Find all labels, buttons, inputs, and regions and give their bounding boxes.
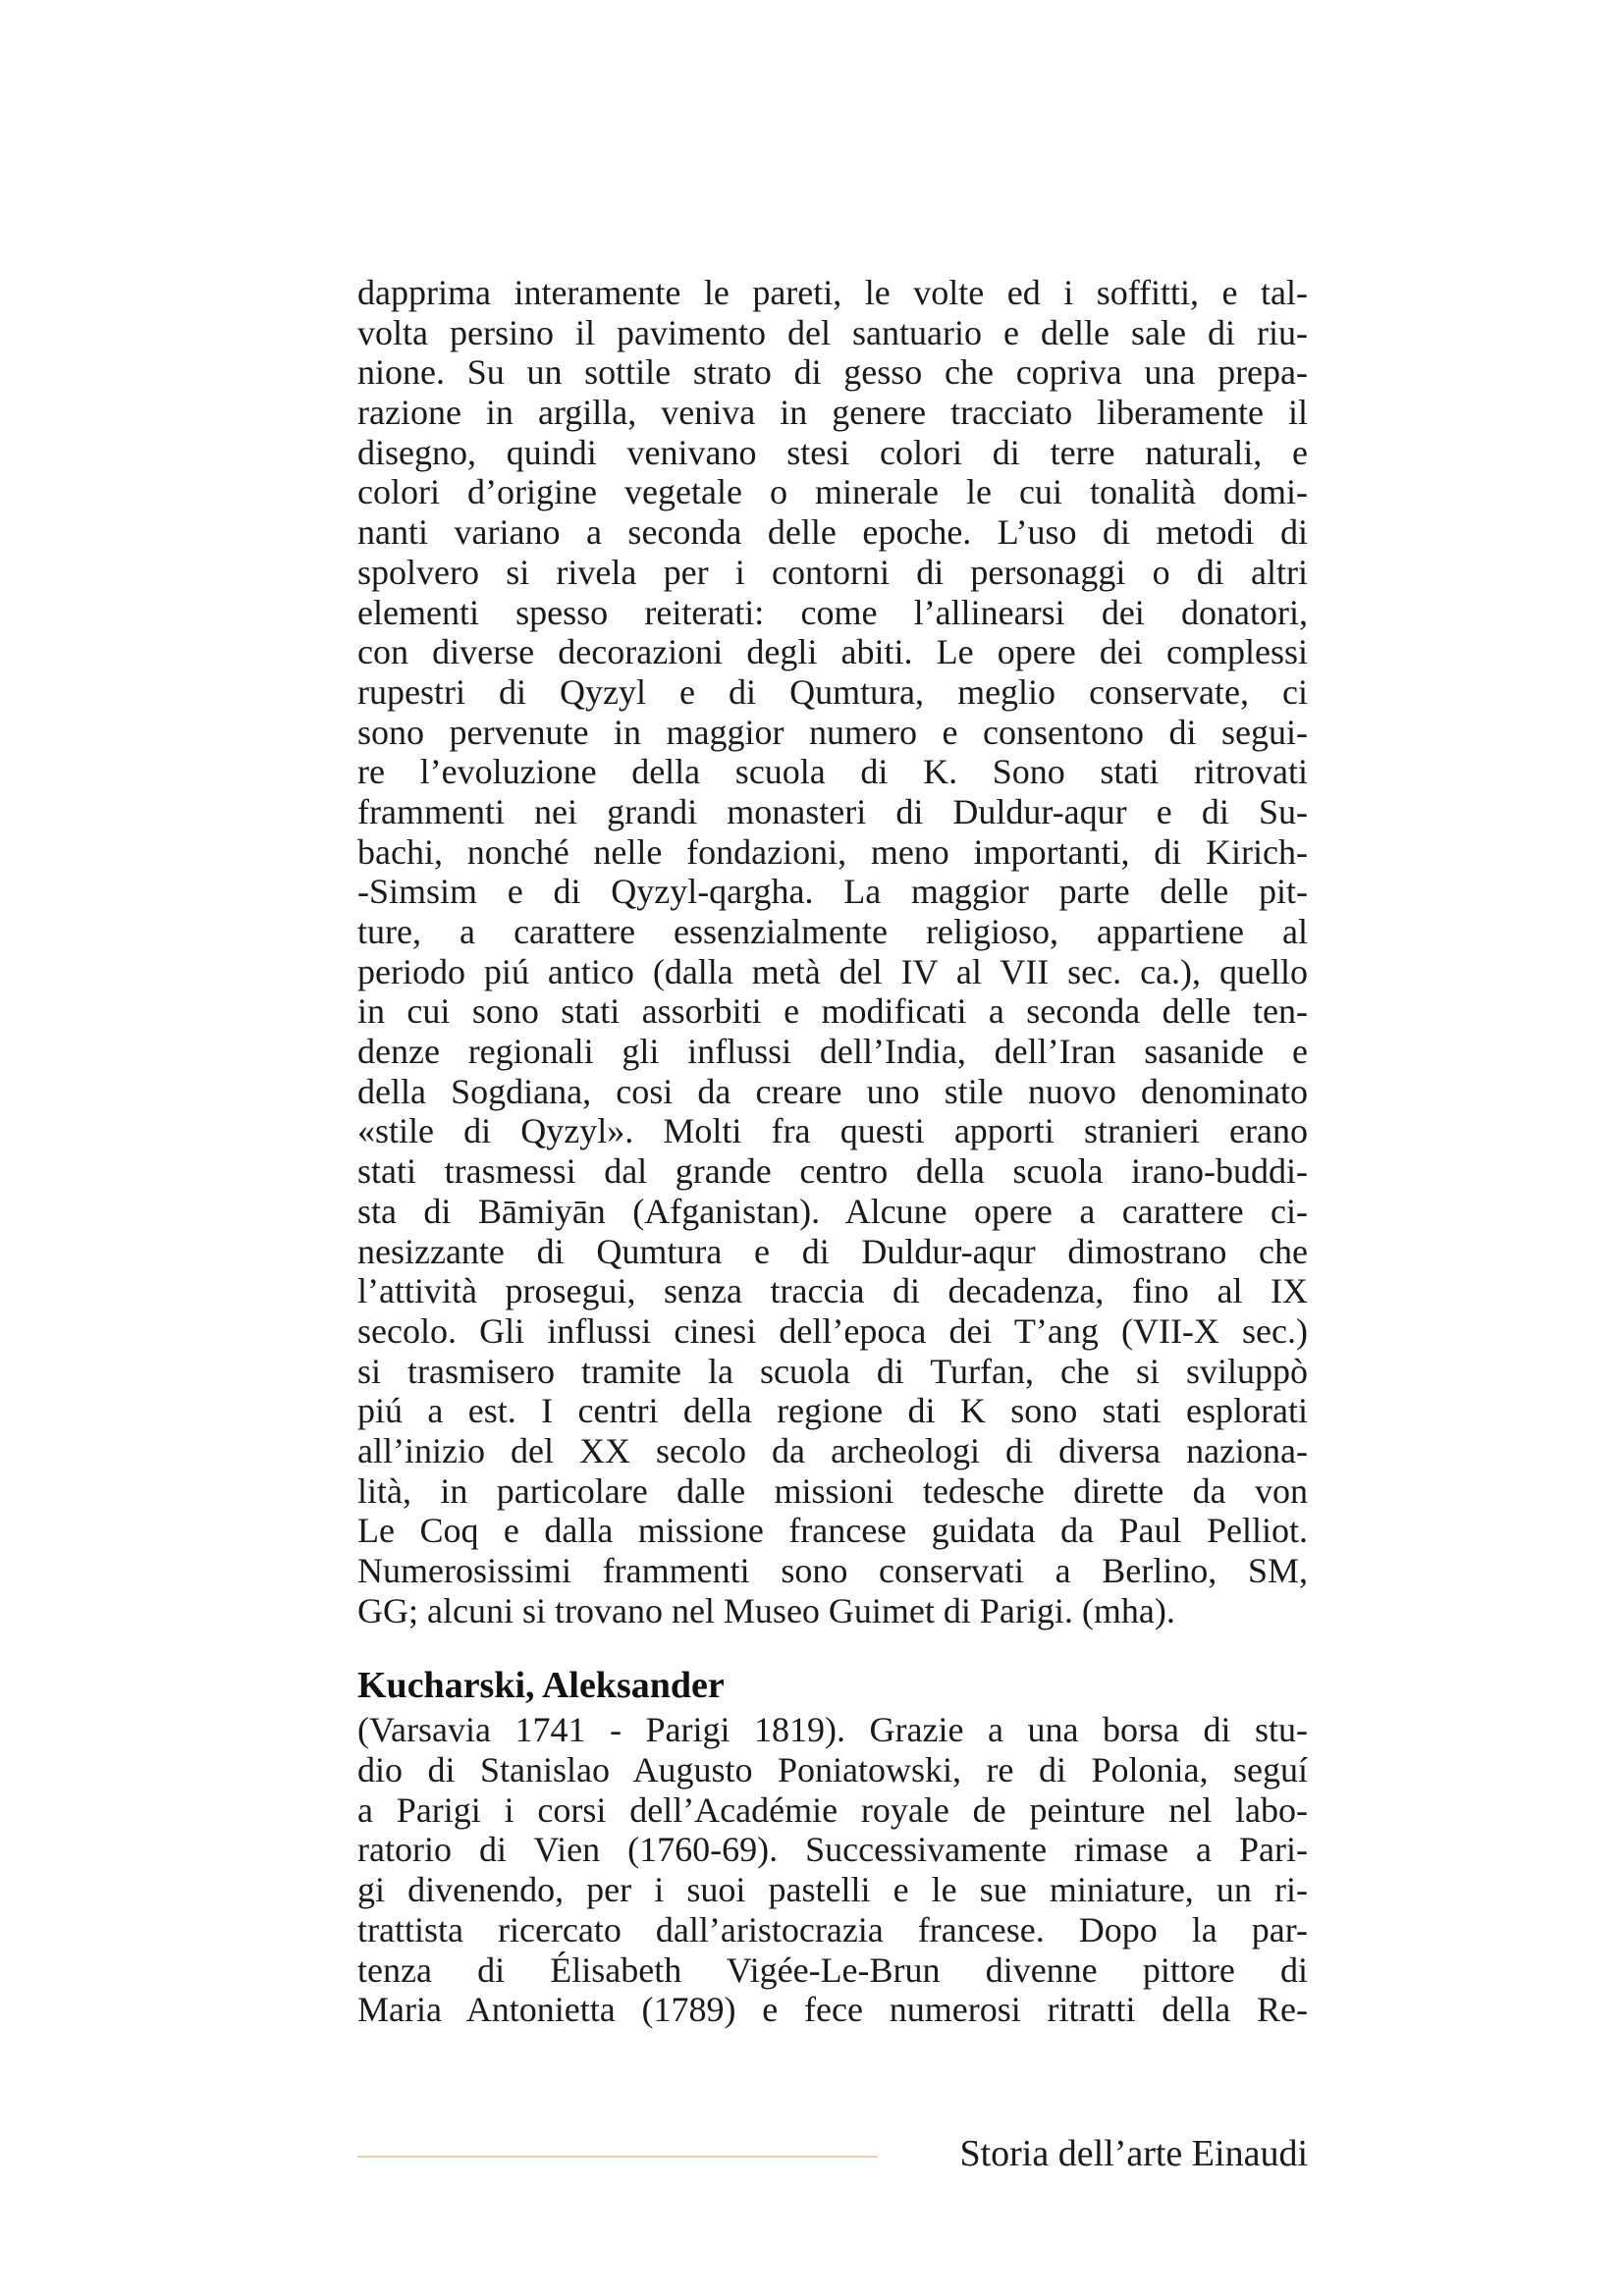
text-line: gi divenendo, per i suoi pastelli e le sue miniature, un ri- xyxy=(357,1870,1308,1910)
text-line: elementi spesso reiterati: come l’allinearsi dei donatori, xyxy=(357,592,1308,632)
entry-continuation-text xyxy=(357,273,1308,1630)
text-line: in cui sono stati assorbiti e modificati a seconda delle ten- xyxy=(357,991,1308,1032)
text-line: secolo. Gli influssi cinesi dell’epoca dei T’ang (VII-X sec.) xyxy=(357,1310,1308,1351)
text-line: dio di Stanislao Augusto Poniatowski, re di Polonia, seguí xyxy=(357,1750,1308,1790)
text-line: dapprima interamente le pareti, le volte ed i soffitti, e tal- xyxy=(357,273,1308,312)
text-line: con diverse decorazioni degli abiti. Le opere dei complessi xyxy=(357,632,1308,672)
text-line: piú a est. I centri della regione di K sono stati esplorati xyxy=(357,1391,1308,1431)
text-line: stati trasmessi dal grande centro della scuola irano-buddi- xyxy=(357,1151,1308,1192)
text-line: denze regionali gli influssi dell’India, dell’Iran sasanide e xyxy=(357,1032,1308,1072)
text-line: rupestri di Qyzyl e di Qumtura, meglio conservate, ci xyxy=(357,671,1308,712)
text-line: colori d’origine vegetale o minerale le cui tonalità domi- xyxy=(357,472,1308,512)
entry-kucharski-text xyxy=(357,1710,1308,2030)
text-line: nanti variano a seconda delle epoche. L’uso di metodi di xyxy=(357,512,1308,553)
text-line: trattista ricercato dall’aristocrazia francese. Dopo la par- xyxy=(357,1909,1308,1949)
text-line: GG; alcuni si trovano nel Museo Guimet di Parigi. (mha). xyxy=(357,1590,1175,1630)
text-line: «stile di Qyzyl». Molti fra questi apporti stranieri erano xyxy=(357,1111,1308,1151)
text-line: bachi, nonché nelle fondazioni, meno importanti, di Kirich- xyxy=(357,831,1308,872)
text-line: spolvero si rivela per i contorni di personaggi o di altri xyxy=(357,552,1308,592)
text-line: Le Coq e dalla missione francese guidata da Paul Pelliot. xyxy=(357,1511,1308,1551)
text-line: nione. Su un sottile strato di gesso che copriva una prepa- xyxy=(357,352,1308,393)
text-line: si trasmisero tramite la scuola di Turfan, che si sviluppò xyxy=(357,1351,1308,1391)
text-line: nesizzante di Qumtura e di Duldur-aqur dimostrano che xyxy=(357,1231,1308,1271)
text-line: re l’evoluzione della scuola di K. Sono stati ritrovati xyxy=(357,752,1308,792)
text-line: periodo piú antico (dalla metà del IV al VII sec. ca.), quello xyxy=(357,951,1308,991)
text-line: ture, a carattere essenzialmente religioso, appartiene al xyxy=(357,912,1308,951)
text-line: all’inizio del XX secolo da archeologi di diversa naziona- xyxy=(357,1430,1308,1470)
text-line: tenza di Élisabeth Vigée-Le-Brun divenne pittore di xyxy=(357,1949,1308,1990)
text-line: volta persino il pavimento del santuario e delle sale di riu- xyxy=(357,312,1308,352)
text-line: Maria Antonietta (1789) e fece numerosi ritratti della Re- xyxy=(357,1990,1308,2030)
text-line: disegno, quindi venivano stesi colori di terre naturali, e xyxy=(357,432,1308,472)
page-body xyxy=(357,273,1308,2030)
text-line: (Varsavia 1741 - Parigi 1819). Grazie a una borsa di stu- xyxy=(357,1710,1308,1750)
text-line: frammenti nei grandi monasteri di Duldur-aqur e di Su- xyxy=(357,791,1308,831)
text-line: razione in argilla, veniva in genere tracciato liberamente il xyxy=(357,393,1308,433)
text-line: ratorio di Vien (1760-69). Successivamente rimase a Pari- xyxy=(357,1830,1308,1870)
text-line: Numerosissimi frammenti sono conservati a Berlino, SM, xyxy=(357,1551,1308,1590)
footer-title: Storia dell’arte Einaudi xyxy=(959,2133,1308,2174)
footer-rule xyxy=(357,2156,878,2158)
text-line: lità, in particolare dalle missioni tedesche dirette da von xyxy=(357,1470,1308,1511)
text-line: sono pervenute in maggior numero e consentono di segui- xyxy=(357,712,1308,752)
text-line: -Simsim e di Qyzyl-qargha. La maggior parte delle pit- xyxy=(357,872,1308,912)
entry-heading: Kucharski, Aleksander xyxy=(357,1665,725,1707)
text-line: l’attività prosegui, senza traccia di decadenza, fino al IX xyxy=(357,1271,1308,1311)
text-line: della Sogdiana, cosi da creare uno stile nuovo denominato xyxy=(357,1071,1308,1111)
text-line: a Parigi i corsi dell’Académie royale de peinture nel labo- xyxy=(357,1789,1308,1830)
text-line: sta di Bāmiyān (Afganistan). Alcune opere a carattere ci- xyxy=(357,1191,1308,1231)
